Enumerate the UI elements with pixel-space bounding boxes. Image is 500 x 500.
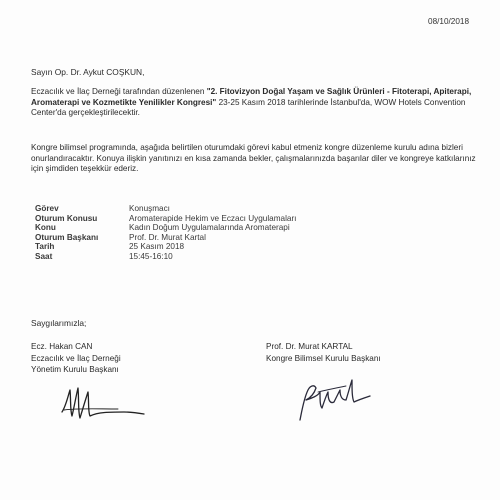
info-label: Oturum Konusu	[35, 213, 98, 223]
congress-name: "2. Fitovizyon Doğal Yaşam ve Sağlık Ürünleri - Fitoterapi, Apiterapi, Aromaterapi ve Kozmetikte Yenilikler Kongresi"	[31, 87, 472, 107]
info-value: Kadın Doğum Uygulamalarında Aromaterapi	[129, 223, 290, 233]
letter-date: 08/10/2018	[428, 17, 469, 26]
signatory-right	[266, 341, 381, 364]
info-label: Görev	[35, 204, 59, 213]
intro-text-after: 23-25 Kasım 2018 tarihlerinde İstanbul'da, WOW Hotels Convention Center'da gerçekleştirilecektir.	[31, 97, 466, 118]
info-label: Saat	[35, 251, 53, 261]
info-value: 15:45-16:10	[129, 251, 173, 261]
signature-right-image	[290, 372, 380, 427]
info-row-time	[35, 252, 296, 262]
signature-left-image	[58, 382, 148, 427]
info-row-session-topic	[35, 214, 296, 224]
info-row-task	[35, 204, 296, 214]
info-row-topic	[35, 223, 296, 233]
info-row-date	[35, 242, 296, 252]
info-label: Konu	[35, 223, 56, 233]
signatory-left-title: Yönetim Kurulu Başkanı	[31, 365, 119, 375]
info-label: Tarih	[35, 242, 55, 252]
paragraph-intro	[31, 87, 476, 119]
greeting: Sayın Op. Dr. Aykut COŞKUN,	[31, 67, 145, 77]
paragraph-request: Kongre bilimsel programında, aşağıda belirtilen oturumdaki görevi kabul etmeniz kongre düzenleme kurulu adına bizleri onurlandıracaktır. Konuya ilişkin yanıtınızı en kısa zamanda bekler, çalışmalarınızda başarılar diler ve kongreye katkılarınız için şimdiden teşekkür ederiz.	[31, 143, 476, 174]
info-label: Oturum Başkanı	[35, 232, 99, 242]
signatory-left-name: Ecz. Hakan CAN	[31, 342, 93, 351]
intro-text-before: Eczacılık ve İlaç Derneği tarafından düzenlenen	[31, 87, 207, 96]
signatory-left	[31, 341, 121, 376]
info-value: 25 Kasım 2018	[129, 242, 185, 252]
signatory-right-name: Prof. Dr. Murat KARTAL	[266, 342, 353, 351]
signatory-left-org: Eczacılık ve İlaç Derneği	[31, 353, 121, 363]
info-value: Konuşmacı	[129, 204, 170, 213]
signatory-right-title: Kongre Bilimsel Kurulu Başkanı	[266, 353, 381, 363]
session-info-table	[35, 204, 296, 262]
closing-salutation: Saygılarımızla;	[31, 318, 87, 328]
info-row-chair	[35, 233, 296, 243]
info-value: Aromaterapide Hekim ve Eczacı Uygulamaları	[129, 213, 297, 223]
info-value: Prof. Dr. Murat Kartal	[129, 232, 206, 242]
